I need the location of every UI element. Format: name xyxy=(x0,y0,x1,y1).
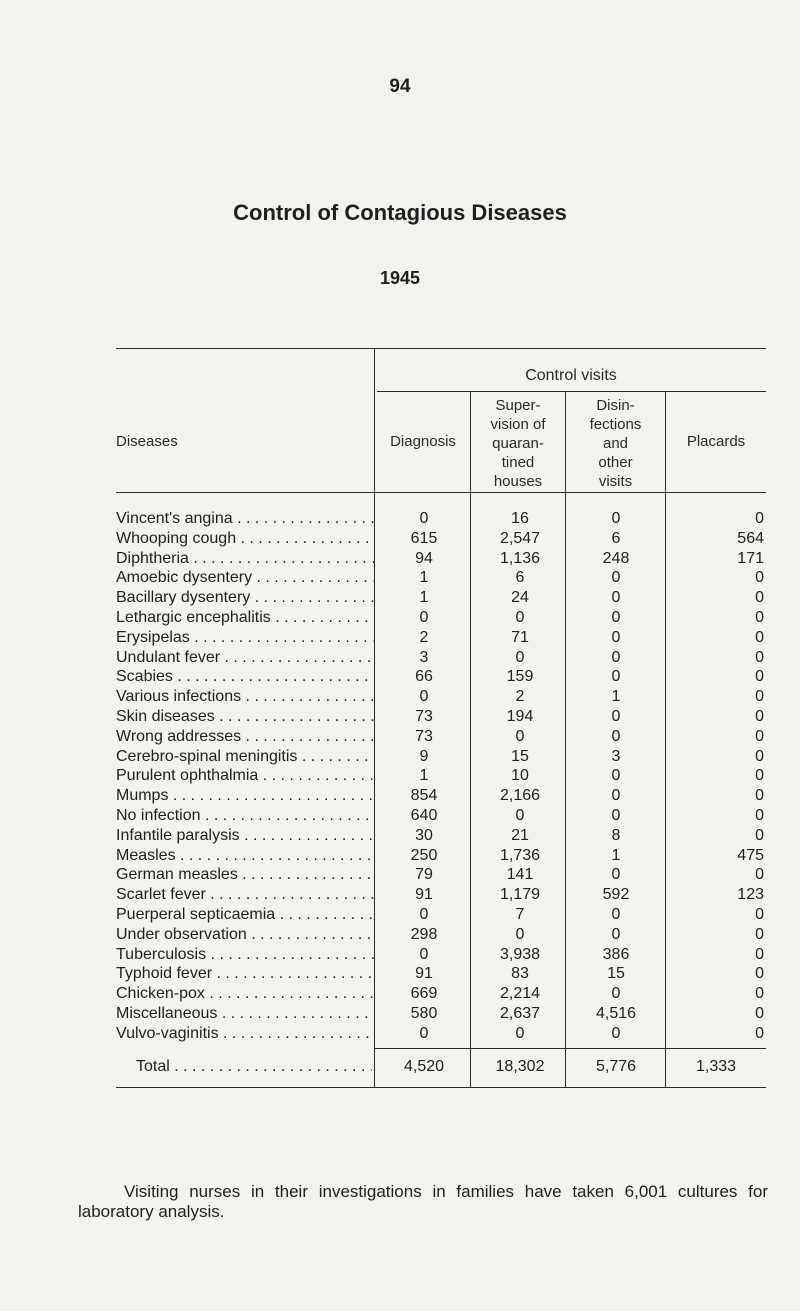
disease-name: Purulent ophthalmia . . . xyxy=(116,766,374,785)
cell-supervision: 83 xyxy=(511,965,529,983)
cell-supervision: 0 xyxy=(515,648,525,666)
cell-placards: 475 xyxy=(737,846,764,864)
cell-diagnosis: 9 xyxy=(419,747,429,765)
cell-placards: 0 xyxy=(755,589,764,607)
cell-placards: 0 xyxy=(755,945,764,963)
cell-disinfections: 0 xyxy=(611,648,621,666)
cell-disinfections: 0 xyxy=(611,589,621,607)
table-row xyxy=(116,509,766,528)
total-disinfections: 5,776 xyxy=(595,1058,637,1075)
total-row xyxy=(116,1057,766,1076)
cell-disinfections: 0 xyxy=(611,807,621,824)
cell-supervision: 1,736 xyxy=(499,846,541,864)
cell-diagnosis: 854 xyxy=(410,787,438,805)
cell-disinfections: 0 xyxy=(611,727,621,745)
cell-placards: 0 xyxy=(755,925,764,943)
cell-disinfections: 248 xyxy=(602,549,630,567)
cell-placards: 0 xyxy=(755,985,764,1003)
cell-diagnosis: 1 xyxy=(419,767,429,785)
disease-name: Cerebro-spinal meningitis . . . xyxy=(116,747,374,766)
cell-disinfections: 0 xyxy=(611,767,621,785)
cell-supervision: 2,166 xyxy=(499,787,541,805)
cell-supervision: 10 xyxy=(511,767,529,785)
header-diseases: Diseases xyxy=(116,433,178,450)
disease-name: Typhoid fever . . . xyxy=(116,964,374,983)
disease-name: German measles . . . xyxy=(116,865,374,884)
cell-placards: 0 xyxy=(755,609,764,626)
disease-name: Scabies . . . xyxy=(116,667,374,686)
group-header-control-visits: Control visits xyxy=(525,367,617,384)
cell-disinfections: 0 xyxy=(611,569,621,587)
table-row xyxy=(116,846,766,865)
disease-name: Infantile paralysis . . . xyxy=(116,826,374,845)
cell-diagnosis: 0 xyxy=(419,609,429,626)
cell-supervision: 141 xyxy=(506,866,534,884)
cell-disinfections: 0 xyxy=(611,668,621,686)
cell-placards: 0 xyxy=(755,787,764,805)
cell-disinfections: 0 xyxy=(611,708,621,725)
cell-supervision: 2 xyxy=(515,688,525,706)
disease-name: Puerperal septicaemia . . . xyxy=(116,905,374,924)
table-row xyxy=(116,568,766,587)
disease-name: Chicken-pox . . . xyxy=(116,984,374,1003)
table-row xyxy=(116,687,766,706)
cell-disinfections: 6 xyxy=(611,529,621,547)
table-row xyxy=(116,925,766,944)
cell-diagnosis: 0 xyxy=(419,510,429,527)
cell-placards: 0 xyxy=(755,668,764,686)
total-label: Total . . . xyxy=(136,1057,372,1076)
cell-diagnosis: 0 xyxy=(419,1024,429,1042)
table-row xyxy=(116,766,766,785)
cell-diagnosis: 66 xyxy=(415,668,433,686)
cell-placards: 0 xyxy=(755,866,764,884)
disease-name: No infection . . . xyxy=(116,806,374,825)
cell-placards: 564 xyxy=(737,529,764,547)
cell-placards: 0 xyxy=(755,747,764,765)
disease-name: Erysipelas . . . xyxy=(116,628,374,647)
cell-supervision: 0 xyxy=(515,925,525,943)
cell-disinfections: 15 xyxy=(607,965,625,983)
cell-supervision: 21 xyxy=(511,826,529,844)
cell-disinfections: 0 xyxy=(611,985,621,1003)
cell-diagnosis: 30 xyxy=(415,826,433,844)
cell-diagnosis: 73 xyxy=(415,708,433,725)
header-bottom-rule xyxy=(116,492,766,493)
table-row xyxy=(116,1004,766,1023)
cell-placards: 0 xyxy=(755,727,764,745)
cell-placards: 0 xyxy=(755,965,764,983)
report-year: 1945 xyxy=(379,268,421,288)
cell-disinfections: 0 xyxy=(611,609,621,626)
cell-placards: 0 xyxy=(755,708,764,725)
cell-supervision: 15 xyxy=(511,747,529,765)
cell-supervision: 6 xyxy=(515,569,525,587)
table-bottom-rule xyxy=(116,1087,766,1088)
cell-disinfections: 8 xyxy=(611,826,621,844)
cell-diagnosis: 1 xyxy=(419,589,429,607)
total-placards: 1,333 xyxy=(695,1058,737,1075)
cell-placards: 0 xyxy=(755,1005,764,1022)
cell-diagnosis: 640 xyxy=(410,807,438,824)
disease-name: Vulvo-vaginitis . . . xyxy=(116,1024,374,1043)
cell-supervision: 0 xyxy=(515,1024,525,1042)
disease-name: Vincent's angina . . . xyxy=(116,509,374,528)
cell-diagnosis: 79 xyxy=(415,866,433,884)
table-row xyxy=(116,529,766,548)
table-row xyxy=(116,865,766,884)
cell-placards: 171 xyxy=(737,549,764,567)
cell-supervision: 0 xyxy=(515,727,525,745)
disease-name: Wrong addresses . . . xyxy=(116,727,374,746)
cell-diagnosis: 0 xyxy=(419,906,429,923)
disease-name: Various infections . . . xyxy=(116,687,374,706)
cell-diagnosis: 2 xyxy=(419,628,429,646)
cell-supervision: 71 xyxy=(511,628,529,646)
header-supervision: Super- vision of quaran- tined houses xyxy=(490,397,546,490)
table-row xyxy=(116,945,766,964)
disease-name: Amoebic dysentery . . . xyxy=(116,568,374,587)
table-row xyxy=(116,1024,766,1043)
cell-diagnosis: 669 xyxy=(410,985,438,1003)
cell-placards: 0 xyxy=(755,648,764,666)
disease-name: Diphtheria . . . xyxy=(116,549,374,568)
table-row xyxy=(116,648,766,667)
disease-name: Skin diseases . . . xyxy=(116,707,374,726)
table-row xyxy=(116,905,766,924)
table-row xyxy=(116,984,766,1003)
cell-placards: 0 xyxy=(755,807,764,824)
cell-diagnosis: 250 xyxy=(410,846,438,864)
header-placards: Placards xyxy=(686,433,746,450)
header-diagnosis: Diagnosis xyxy=(390,433,456,450)
cell-disinfections: 0 xyxy=(611,866,621,884)
table-row xyxy=(116,628,766,647)
disease-name: Under observation . . . xyxy=(116,925,374,944)
cell-supervision: 2,547 xyxy=(499,529,541,547)
cell-disinfections: 4,516 xyxy=(595,1005,637,1022)
cell-diagnosis: 91 xyxy=(415,886,433,904)
cell-placards: 0 xyxy=(755,510,764,527)
disease-name: Whooping cough . . . xyxy=(116,529,374,548)
total-diagnosis: 4,520 xyxy=(403,1058,445,1075)
table-row xyxy=(116,549,766,568)
group-header-rule xyxy=(377,391,766,392)
disease-name: Bacillary dysentery . . . xyxy=(116,588,374,607)
table-row xyxy=(116,747,766,766)
cell-diagnosis: 91 xyxy=(415,965,433,983)
table-row xyxy=(116,588,766,607)
cell-diagnosis: 0 xyxy=(419,688,429,706)
page-number: 94 xyxy=(389,76,411,97)
header-disinfections: Disin- fections and other visits xyxy=(589,397,642,490)
cell-supervision: 1,136 xyxy=(499,549,541,567)
cell-supervision: 1,179 xyxy=(499,886,541,904)
cell-diagnosis: 1 xyxy=(419,569,429,587)
page-title: Control of Contagious Diseases xyxy=(233,200,567,225)
disease-name: Scarlet fever . . . xyxy=(116,885,374,904)
cell-supervision: 7 xyxy=(515,906,525,923)
total-top-rule xyxy=(374,1048,766,1049)
cell-supervision: 3,938 xyxy=(499,945,541,963)
cell-disinfections: 0 xyxy=(611,906,621,923)
table-row xyxy=(116,806,766,825)
disease-name: Tuberculosis . . . xyxy=(116,945,374,964)
footnote: Visiting nurses in their investigations in families have taken 6,001 cultures for laboratory analysis. xyxy=(78,1182,768,1221)
cell-placards: 0 xyxy=(755,826,764,844)
disease-name: Miscellaneous . . . xyxy=(116,1004,374,1023)
cell-supervision: 16 xyxy=(511,510,529,527)
cell-placards: 0 xyxy=(755,1024,764,1042)
cell-disinfections: 3 xyxy=(611,747,621,765)
table-row xyxy=(116,786,766,805)
table-row xyxy=(116,727,766,746)
table-row xyxy=(116,885,766,904)
cell-supervision: 2,637 xyxy=(499,1005,541,1022)
cell-disinfections: 0 xyxy=(611,628,621,646)
cell-disinfections: 0 xyxy=(611,510,621,527)
total-supervision: 18,302 xyxy=(495,1058,545,1075)
table-row xyxy=(116,608,766,627)
disease-name: Mumps . . . xyxy=(116,786,374,805)
disease-name: Measles . . . xyxy=(116,846,374,865)
cell-diagnosis: 580 xyxy=(410,1005,438,1022)
cell-diagnosis: 0 xyxy=(419,945,429,963)
cell-disinfections: 1 xyxy=(611,688,621,706)
table-row xyxy=(116,667,766,686)
cell-disinfections: 0 xyxy=(611,1024,621,1042)
cell-supervision: 0 xyxy=(515,807,525,824)
cell-supervision: 0 xyxy=(515,609,525,626)
disease-name: Undulant fever . . . xyxy=(116,648,374,667)
cell-disinfections: 592 xyxy=(602,886,630,904)
cell-supervision: 2,214 xyxy=(499,985,541,1003)
cell-disinfections: 386 xyxy=(602,945,630,963)
cell-diagnosis: 94 xyxy=(415,549,433,567)
cell-placards: 0 xyxy=(755,569,764,587)
cell-placards: 0 xyxy=(755,906,764,923)
cell-disinfections: 0 xyxy=(611,925,621,943)
cell-supervision: 194 xyxy=(506,708,534,725)
cell-diagnosis: 3 xyxy=(419,648,429,666)
cell-placards: 0 xyxy=(755,767,764,785)
cell-diagnosis: 298 xyxy=(410,925,438,943)
table-top-rule xyxy=(116,348,766,349)
disease-name: Lethargic encephalitis . . . xyxy=(116,608,374,627)
table-row xyxy=(116,707,766,726)
cell-placards: 0 xyxy=(755,628,764,646)
cell-supervision: 24 xyxy=(511,589,529,607)
cell-diagnosis: 73 xyxy=(415,727,433,745)
cell-diagnosis: 615 xyxy=(410,529,438,547)
cell-disinfections: 1 xyxy=(611,846,621,864)
cell-placards: 0 xyxy=(755,688,764,706)
table-row xyxy=(116,964,766,983)
cell-disinfections: 0 xyxy=(611,787,621,805)
cell-supervision: 159 xyxy=(506,668,534,686)
cell-placards: 123 xyxy=(737,886,764,904)
table-row xyxy=(116,826,766,845)
